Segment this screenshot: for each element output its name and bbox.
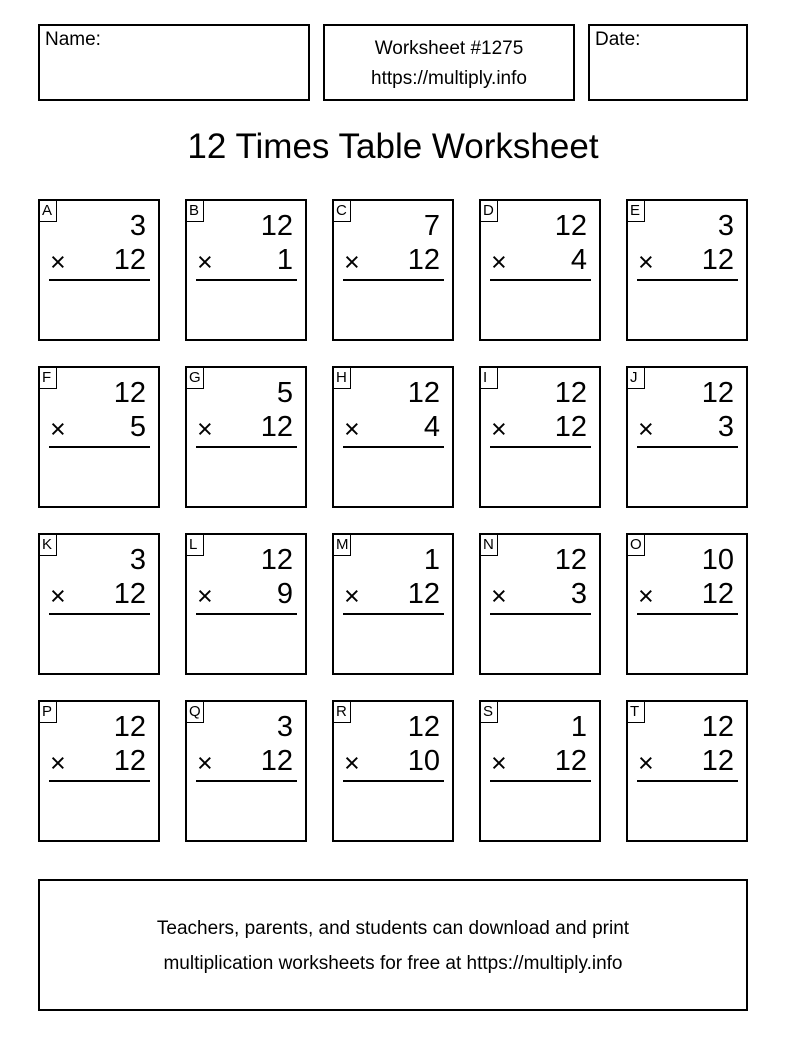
problem-cell[interactable] [185, 366, 307, 508]
answer-line [343, 446, 444, 448]
problem-cell[interactable] [626, 366, 748, 508]
name-label: Name: [45, 29, 101, 50]
multiplier: 9 [276, 578, 293, 610]
answer-line [637, 279, 738, 281]
answer-line [490, 613, 591, 615]
multiply-sign: × [344, 247, 360, 277]
problem-letter: R [333, 701, 351, 723]
multiplicand: 12 [407, 377, 440, 409]
multiplier: 3 [717, 411, 734, 443]
multiply-sign: × [344, 748, 360, 778]
name-field-box[interactable] [38, 24, 310, 101]
multiplicand: 7 [423, 210, 440, 242]
answer-line [343, 613, 444, 615]
answer-line [196, 279, 297, 281]
date-field-box[interactable] [588, 24, 748, 101]
multiplicand: 12 [260, 210, 293, 242]
footer-line-1: Teachers, parents, and students can download and print [156, 918, 630, 939]
problem-letter: L [186, 534, 204, 556]
worksheet-url: https://multiply.info [371, 68, 527, 89]
multiply-sign: × [638, 581, 654, 611]
answer-line [637, 780, 738, 782]
problem-letter: P [39, 701, 57, 723]
multiply-sign: × [638, 748, 654, 778]
multiply-sign: × [197, 581, 213, 611]
problem-letter: E [627, 200, 645, 222]
problem-letter: A [39, 200, 57, 222]
multiplicand: 3 [129, 544, 146, 576]
multiplicand: 12 [554, 377, 587, 409]
problem-letter: D [480, 200, 498, 222]
multiplier: 12 [407, 244, 440, 276]
answer-line [637, 613, 738, 615]
multiplicand: 12 [407, 711, 440, 743]
problem-letter: K [39, 534, 57, 556]
date-label: Date: [595, 29, 641, 50]
multiplicand: 1 [423, 544, 440, 576]
multiplicand: 3 [276, 711, 293, 743]
problem-cell[interactable] [626, 533, 748, 675]
answer-line [196, 446, 297, 448]
answer-line [196, 780, 297, 782]
problem-cell[interactable] [38, 533, 160, 675]
multiplicand: 12 [701, 711, 734, 743]
problem-cell[interactable] [332, 533, 454, 675]
worksheet-number: Worksheet #1275 [374, 38, 524, 59]
multiplier: 5 [129, 411, 146, 443]
multiplier: 1 [276, 244, 293, 276]
problem-letter: T [627, 701, 645, 723]
multiplicand: 3 [717, 210, 734, 242]
multiplicand: 3 [129, 210, 146, 242]
multiplier: 12 [407, 578, 440, 610]
multiply-sign: × [197, 414, 213, 444]
multiplier: 4 [423, 411, 440, 443]
problem-cell[interactable] [479, 700, 601, 842]
multiplier: 4 [570, 244, 587, 276]
multiplier: 10 [407, 745, 440, 777]
multiplier: 12 [554, 411, 587, 443]
answer-line [490, 780, 591, 782]
problem-letter: N [480, 534, 498, 556]
problem-cell[interactable] [185, 199, 307, 341]
problem-cell[interactable] [38, 700, 160, 842]
multiply-sign: × [50, 581, 66, 611]
problem-cell[interactable] [332, 700, 454, 842]
multiply-sign: × [50, 748, 66, 778]
problem-letter: F [39, 367, 57, 389]
problem-letter: B [186, 200, 204, 222]
multiply-sign: × [344, 581, 360, 611]
problem-letter: C [333, 200, 351, 222]
problem-grid [38, 199, 750, 844]
multiplicand: 12 [113, 711, 146, 743]
answer-line [490, 446, 591, 448]
answer-line [49, 279, 150, 281]
problem-letter: Q [186, 701, 204, 723]
multiply-sign: × [491, 414, 507, 444]
multiplicand: 12 [701, 377, 734, 409]
footer-note [38, 879, 748, 1011]
multiply-sign: × [491, 581, 507, 611]
problem-cell[interactable] [38, 199, 160, 341]
worksheet-info-box [323, 24, 575, 101]
problem-cell[interactable] [479, 533, 601, 675]
multiplier: 12 [701, 578, 734, 610]
multiply-sign: × [638, 247, 654, 277]
answer-line [49, 613, 150, 615]
multiplier: 12 [113, 745, 146, 777]
multiply-sign: × [491, 247, 507, 277]
answer-line [196, 613, 297, 615]
answer-line [343, 780, 444, 782]
problem-letter: H [333, 367, 351, 389]
multiply-sign: × [197, 748, 213, 778]
multiplicand: 10 [701, 544, 734, 576]
multiplier: 12 [260, 411, 293, 443]
problem-letter: G [186, 367, 204, 389]
multiplicand: 12 [554, 210, 587, 242]
multiplier: 3 [570, 578, 587, 610]
problem-letter: S [480, 701, 498, 723]
multiplier: 12 [260, 745, 293, 777]
multiplier: 12 [113, 578, 146, 610]
problem-letter: O [627, 534, 645, 556]
multiplier: 12 [113, 244, 146, 276]
answer-line [49, 780, 150, 782]
problem-cell[interactable] [185, 700, 307, 842]
multiply-sign: × [344, 414, 360, 444]
problem-cell[interactable] [626, 199, 748, 341]
page-title: 12 Times Table Worksheet [187, 127, 599, 166]
multiplier: 12 [554, 745, 587, 777]
multiplier: 12 [701, 745, 734, 777]
problem-cell[interactable] [479, 366, 601, 508]
answer-line [343, 279, 444, 281]
multiply-sign: × [638, 414, 654, 444]
answer-line [637, 446, 738, 448]
multiply-sign: × [491, 748, 507, 778]
multiply-sign: × [50, 414, 66, 444]
multiplicand: 5 [276, 377, 293, 409]
problem-cell[interactable] [479, 199, 601, 341]
footer-line-2: multiplication worksheets for free at https://multiply.info [163, 953, 623, 974]
answer-line [49, 446, 150, 448]
multiplicand: 1 [570, 711, 587, 743]
answer-line [490, 279, 591, 281]
multiplicand: 12 [260, 544, 293, 576]
multiply-sign: × [197, 247, 213, 277]
problem-letter: I [480, 367, 498, 389]
problem-cell[interactable] [332, 366, 454, 508]
multiplicand: 12 [113, 377, 146, 409]
problem-cell[interactable] [626, 700, 748, 842]
problem-cell[interactable] [185, 533, 307, 675]
problem-letter: J [627, 367, 645, 389]
multiplier: 12 [701, 244, 734, 276]
problem-cell[interactable] [38, 366, 160, 508]
multiplicand: 12 [554, 544, 587, 576]
multiply-sign: × [50, 247, 66, 277]
problem-letter: M [333, 534, 351, 556]
problem-cell[interactable] [332, 199, 454, 341]
